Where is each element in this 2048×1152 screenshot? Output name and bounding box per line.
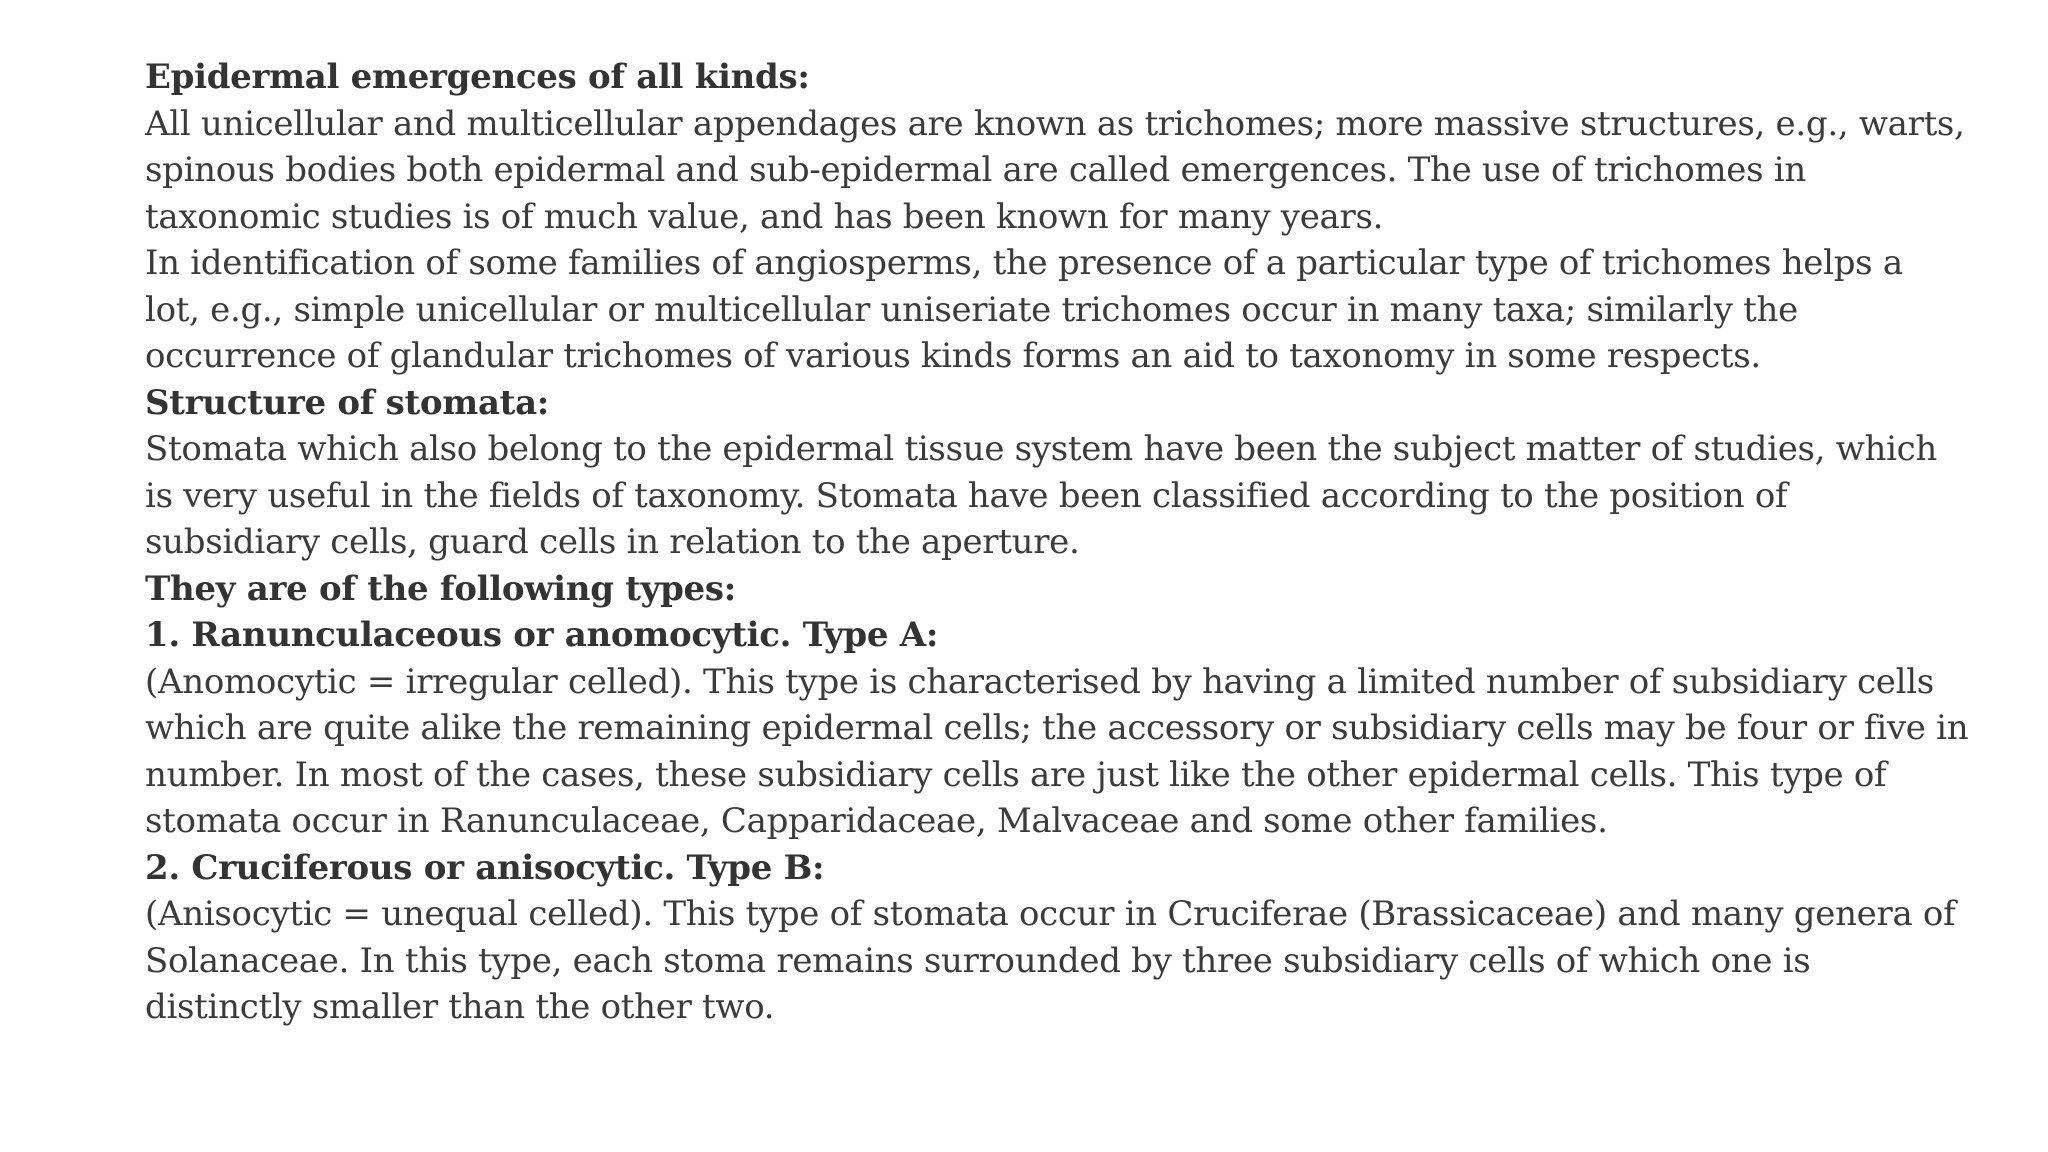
heading-epidermal-emergences: Epidermal emergences of all kinds: [145, 57, 810, 97]
paragraph-line: is very useful in the fields of taxonomy. Stomata have been classified according to the position of [145, 475, 1788, 516]
heading-structure-of-stomata: Structure of stomata: [145, 382, 550, 423]
paragraph-line: lot, e.g., simple unicellular or multicellular uniseriate trichomes occur in many taxa; similarly the [145, 289, 1798, 330]
paragraph-line: All unicellular and multicellular appendages are known as trichomes; more massive structures, e.g., warts, [145, 103, 1965, 144]
paragraph-line: Solanaceae. In this type, each stoma remains surrounded by three subsidiary cells of which one is [145, 940, 1811, 981]
heading-type-b: 2. Cruciferous or anisocytic. Type B: [145, 847, 825, 888]
paragraph-line: stomata occur in Ranunculaceae, Capparidaceae, Malvaceae and some other families. [145, 801, 1608, 841]
paragraph-line: occurrence of glandular trichomes of various kinds forms an aid to taxonomy in some respects. [145, 336, 1761, 376]
paragraph-line: (Anisocytic = unequal celled). This type of stomata occur in Cruciferae (Brassicaceae) and many genera of [145, 894, 1956, 934]
heading-following-types: They are of the following types: [145, 568, 736, 609]
paragraph-line: In identification of some families of angiosperms, the presence of a particular type of trichomes helps a [145, 243, 1903, 283]
paragraph-line: Stomata which also belong to the epidermal tissue system have been the subject matter of studies, which [145, 429, 1938, 469]
paragraph-line: spinous bodies both epidermal and sub-epidermal are called emergences. The use of trichomes in [145, 150, 1806, 190]
paragraph-line: (Anomocytic = irregular celled). This type is characterised by having a limited number of subsidiary cells [145, 661, 1934, 702]
paragraph-line: subsidiary cells, guard cells in relation to the aperture. [145, 522, 1080, 562]
heading-type-a: 1. Ranunculaceous or anomocytic. Type A: [145, 615, 939, 655]
paragraph-line: distinctly smaller than the other two. [145, 987, 775, 1027]
paragraph-line: taxonomic studies is of much value, and has been known for many years. [145, 196, 1384, 237]
paragraph-line: number. In most of the cases, these subsidiary cells are just like the other epidermal cells. This type of [145, 754, 1887, 795]
paragraph-line: which are quite alike the remaining epidermal cells; the accessory or subsidiary cells may be four or five in [145, 708, 1969, 748]
